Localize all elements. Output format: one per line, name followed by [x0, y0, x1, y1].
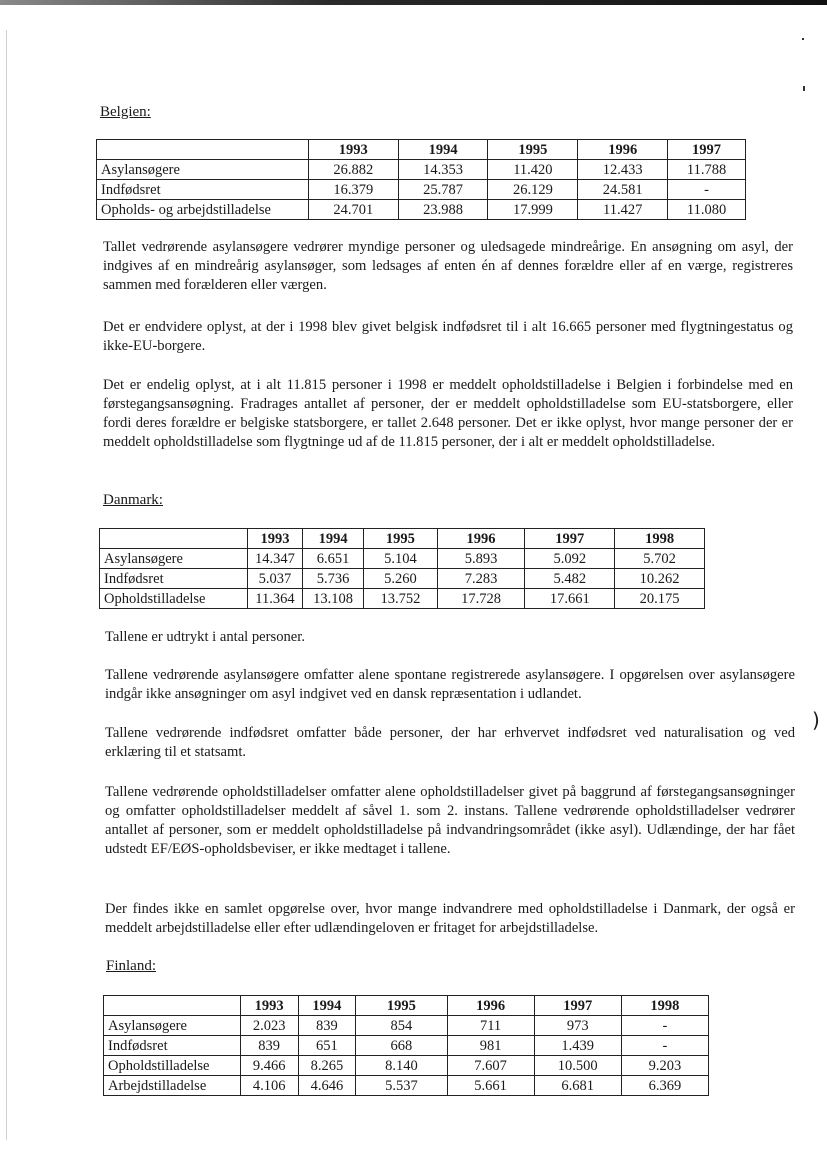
year-header: 1998: [615, 529, 705, 549]
table-cell: 5.736: [303, 569, 364, 589]
year-header: 1994: [398, 140, 488, 160]
year-header: 1996: [578, 140, 668, 160]
belgium-paragraph-3: [103, 376, 793, 452]
table-row: [104, 1036, 709, 1056]
row-label: Indfødsret: [100, 569, 248, 589]
row-label: Opholdstilladelse: [100, 589, 248, 609]
body-paragraph: Tallet vedrørende asylansøgere vedrører myndige personer og uledsagede mindreårige. En ansøgning om asyl, der indgives af en mindreårig asylansøger, som ledsages af enten én af dennes forældre eller af en værge, registreres sammen med forælderen eller værgen.: [103, 239, 793, 293]
table-header-row: [97, 140, 746, 160]
belgium-heading: Belgien:: [100, 104, 151, 120]
denmark-paragraph-2: [105, 666, 795, 704]
table-cell: 11.364: [247, 589, 302, 609]
table-cell: 17.999: [488, 200, 578, 220]
year-header: 1997: [668, 140, 746, 160]
year-header: 1994: [303, 529, 364, 549]
table-cell: 854: [356, 1016, 447, 1036]
belgium-paragraph-1: [103, 238, 793, 295]
row-label: Opholdstilladelse: [104, 1056, 241, 1076]
body-paragraph: Tallene vedrørende asylansøgere omfatter alene spontane registrerede asylansøgere. I opgørelsen over asylansøgere indgår ikke ansøgninger om asyl indgivet ved en dansk repræsentation i udlandet.: [105, 667, 795, 702]
table-cell: 8.265: [298, 1056, 356, 1076]
table-row: [97, 180, 746, 200]
year-header: 1995: [488, 140, 578, 160]
table-cell: 11.080: [668, 200, 746, 220]
scan-speck: [803, 86, 805, 91]
body-paragraph: Det er endelig oplyst, at i alt 11.815 personer i 1998 er meddelt opholdstilladelse i Belgien i forbindelse med en førstegangsansøgning. Fradrages antallet af personer, der er meddelt opholdstilladelse som EU-statsborgere, eller fordi deres forældre er belgiske statsborgere, er tallet 2.648 personer. Det er ikke oplyst, hvor mange personer der er meddelt opholdstilladelse som flygtninge ud af de 11.815 personer, der i alt er meddelt opholdstilladelse.: [103, 377, 793, 450]
denmark-paragraph-4: [105, 783, 795, 859]
table-cell: 11.788: [668, 160, 746, 180]
table-cell: 20.175: [615, 589, 705, 609]
table-header-row: [100, 529, 705, 549]
table-cell: 5.482: [525, 569, 615, 589]
table-cell: 5.037: [247, 569, 302, 589]
table-cell: 8.140: [356, 1056, 447, 1076]
table-cell: 839: [240, 1036, 298, 1056]
year-header: 1996: [437, 529, 525, 549]
finland-heading: Finland:: [106, 958, 157, 974]
body-paragraph: Der findes ikke en samlet opgørelse over, hvor mange indvandrere med opholdstilladelse i Danmark, der også er meddelt arbejdstilladelse eller efter udlændingeloven er fritaget for arbejdstilladelse.: [105, 901, 795, 936]
year-header: 1993: [308, 140, 398, 160]
table-row: [104, 1016, 709, 1036]
table-cell: 17.728: [437, 589, 525, 609]
year-header: 1993: [240, 996, 298, 1016]
denmark-section: [103, 492, 163, 509]
denmark-paragraph-5: [105, 900, 795, 938]
denmark-paragraph-1: [105, 628, 795, 647]
denmark-table: [99, 528, 705, 609]
table-cell: 26.129: [488, 180, 578, 200]
table-cell: 5.661: [447, 1076, 534, 1096]
table-row: [100, 569, 705, 589]
table-cell: 711: [447, 1016, 534, 1036]
row-label: Opholds- og arbejdstilladelse: [97, 200, 309, 220]
table-cell: 13.752: [364, 589, 437, 609]
body-paragraph: Tallene vedrørende indfødsret omfatter både personer, der har erhvervet indfødsret ved naturalisation og ved erklæring til et statsamt.: [105, 725, 795, 760]
table-cell: 25.787: [398, 180, 488, 200]
table-cell: 24.581: [578, 180, 668, 200]
table-cell: 9.203: [621, 1056, 708, 1076]
finland-table: [103, 995, 709, 1096]
table-cell: 6.681: [534, 1076, 621, 1096]
table-row: [100, 589, 705, 609]
table-cell: 14.347: [247, 549, 302, 569]
table-cell: -: [621, 1036, 708, 1056]
table-cell: 23.988: [398, 200, 488, 220]
scan-edge-top: [0, 0, 827, 5]
body-paragraph: Tallene vedrørende opholdstilladelser omfatter alene opholdstilladelser givet på baggrund af førstegangsansøgninger og omfatter opholdstilladelser meddelt af såvel 1. som 2. instans. Tallene vedrørende opholdstilladelser vedrører antallet af personer, som er meddelt opholdstilladelse på indvandringsområdet (ikke asyl). Udlændinge, der har fået udstedt EF/EØS-opholdsbeviser, er ikke medtaget i tallene.: [105, 784, 795, 857]
table-cell: 5.092: [525, 549, 615, 569]
table-cell: 2.023: [240, 1016, 298, 1036]
table-row: [100, 549, 705, 569]
table-cell: 10.262: [615, 569, 705, 589]
scan-mark: ): [812, 708, 820, 732]
row-label: Indfødsret: [104, 1036, 241, 1056]
belgium-section: [100, 104, 151, 121]
denmark-table-wrap: [99, 528, 705, 609]
belgium-table: [96, 139, 746, 220]
table-cell: 651: [298, 1036, 356, 1056]
belgium-paragraph-2: [103, 318, 793, 356]
year-header: 1998: [621, 996, 708, 1016]
row-label: Indfødsret: [97, 180, 309, 200]
scan-edge-left: [6, 30, 7, 1140]
belgium-table-wrap: [96, 139, 746, 220]
table-cell: 839: [298, 1016, 356, 1036]
denmark-paragraph-3: [105, 724, 795, 762]
row-label: Asylansøgere: [104, 1016, 241, 1036]
table-cell: 12.433: [578, 160, 668, 180]
table-cell: 17.661: [525, 589, 615, 609]
table-cell: -: [668, 180, 746, 200]
table-row: [97, 160, 746, 180]
row-label: Asylansøgere: [97, 160, 309, 180]
table-cell: 5.104: [364, 549, 437, 569]
table-cell: 981: [447, 1036, 534, 1056]
table-cell: 4.106: [240, 1076, 298, 1096]
year-header: 1996: [447, 996, 534, 1016]
table-corner-cell: [97, 140, 309, 160]
table-cell: -: [621, 1016, 708, 1036]
finland-section: [106, 958, 156, 975]
table-cell: 5.702: [615, 549, 705, 569]
table-cell: 4.646: [298, 1076, 356, 1096]
table-cell: 24.701: [308, 200, 398, 220]
body-paragraph: Det er endvidere oplyst, at der i 1998 blev givet belgisk indfødsret til i alt 16.665 personer med flygtningestatus og ikke-EU-borgere.: [103, 319, 793, 354]
year-header: 1997: [534, 996, 621, 1016]
denmark-heading: Danmark:: [103, 492, 163, 508]
table-cell: 6.369: [621, 1076, 708, 1096]
year-header: 1993: [247, 529, 302, 549]
table-cell: 16.379: [308, 180, 398, 200]
table-header-row: [104, 996, 709, 1016]
table-cell: 973: [534, 1016, 621, 1036]
table-cell: 7.607: [447, 1056, 534, 1076]
table-cell: 5.893: [437, 549, 525, 569]
table-cell: 14.353: [398, 160, 488, 180]
finland-table-wrap: [103, 995, 709, 1096]
table-corner-cell: [104, 996, 241, 1016]
table-cell: 668: [356, 1036, 447, 1056]
table-cell: 5.537: [356, 1076, 447, 1096]
table-cell: 11.420: [488, 160, 578, 180]
table-cell: 10.500: [534, 1056, 621, 1076]
table-cell: 7.283: [437, 569, 525, 589]
year-header: 1995: [356, 996, 447, 1016]
row-label: Asylansøgere: [100, 549, 248, 569]
table-cell: 11.427: [578, 200, 668, 220]
year-header: 1995: [364, 529, 437, 549]
table-row: [97, 200, 746, 220]
row-label: Arbejdstilladelse: [104, 1076, 241, 1096]
table-cell: 5.260: [364, 569, 437, 589]
table-corner-cell: [100, 529, 248, 549]
body-paragraph: Tallene er udtrykt i antal personer.: [105, 629, 305, 645]
table-cell: 13.108: [303, 589, 364, 609]
table-cell: 9.466: [240, 1056, 298, 1076]
table-cell: 6.651: [303, 549, 364, 569]
scan-speck: [802, 38, 804, 40]
table-row: [104, 1076, 709, 1096]
table-cell: 26.882: [308, 160, 398, 180]
year-header: 1997: [525, 529, 615, 549]
table-cell: 1.439: [534, 1036, 621, 1056]
table-row: [104, 1056, 709, 1076]
year-header: 1994: [298, 996, 356, 1016]
